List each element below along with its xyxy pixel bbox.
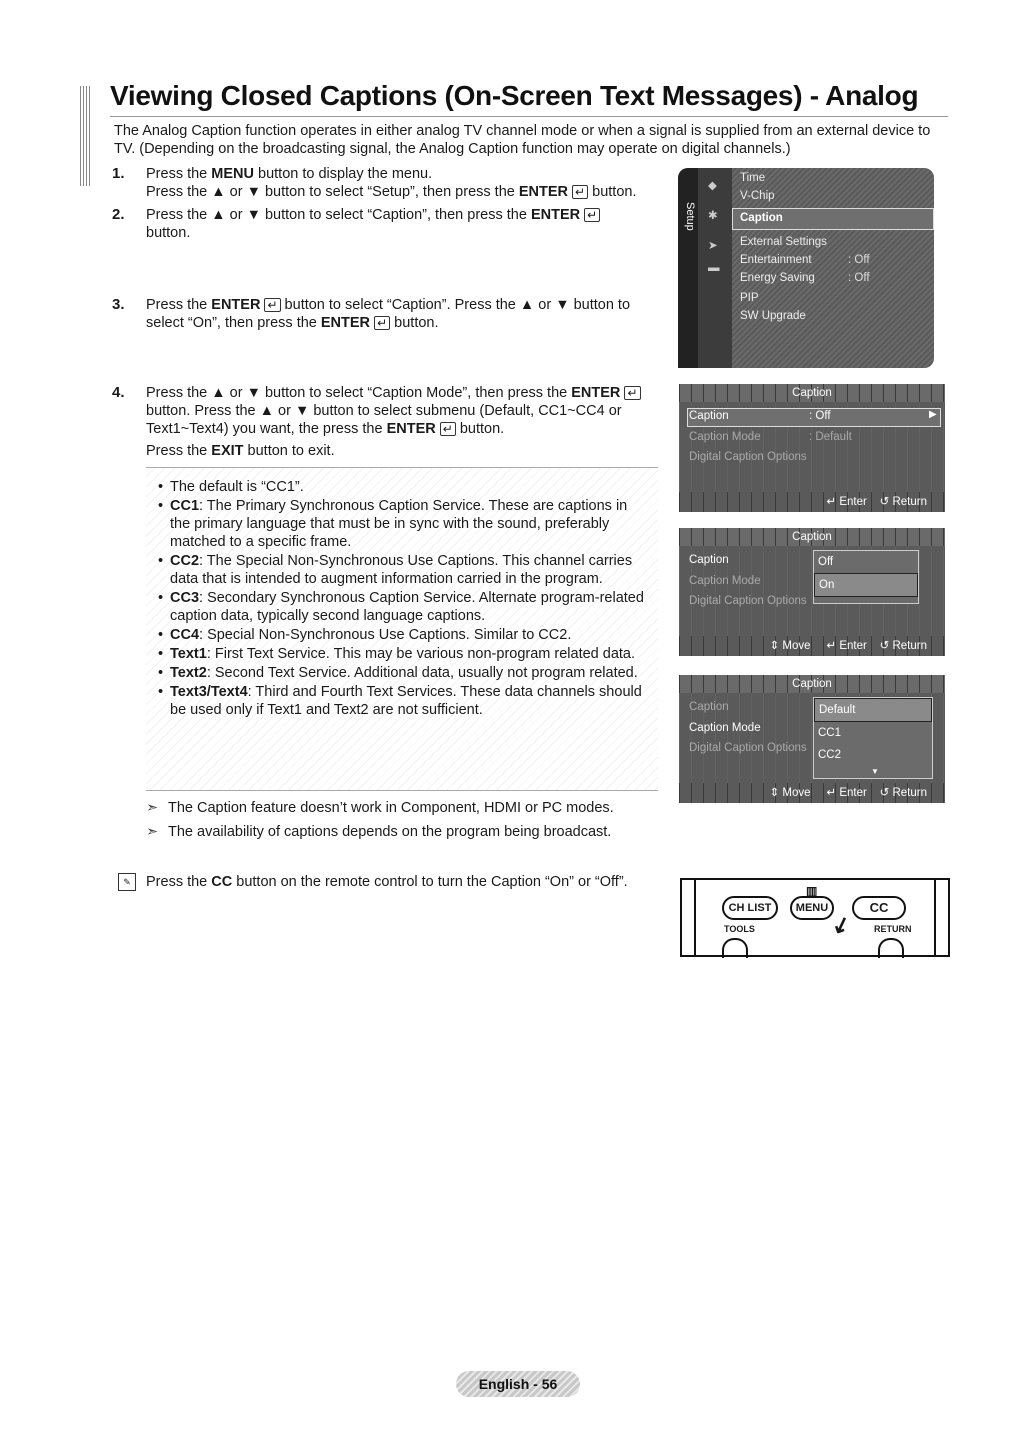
osd-row-caption-mode: Caption Mode <box>689 431 761 443</box>
osd-side-strip <box>678 168 698 368</box>
tip-item: ➣ The Caption feature doesn’t work in Component, HDMI or PC modes. <box>146 800 614 816</box>
return-button[interactable] <box>878 938 904 958</box>
osd-row-digital: Digital Caption Options <box>689 742 807 754</box>
note-item: • Text3/Text4: Third and Fourth Text Services. These data channels should be used only if Text1 and Text2 are not sufficient. <box>150 683 644 719</box>
cc-button[interactable]: CC <box>852 896 906 920</box>
osd-caption-panel-3 <box>679 675 945 803</box>
tip-item: ➣ The availability of captions depends on the program being broadcast. <box>146 824 612 840</box>
tools-label: TOOLS <box>724 924 755 934</box>
dropdown-caption <box>813 550 919 604</box>
intro-text: The Analog Caption function operates in either analog TV channel mode or when a signal is supplied from an external device to TV. (Depending on the broadcasting signal, the Analog Caption function may operate on digital channels.) <box>114 123 931 157</box>
pointer-arrow-icon: ↙ <box>828 909 854 940</box>
osd-menu-item[interactable]: Caption <box>740 212 783 224</box>
page-number: English - 56 <box>456 1371 580 1397</box>
remote-top-icon: ▥ <box>806 884 818 898</box>
osd-caption-value: : Off <box>809 410 831 422</box>
title-rule <box>110 116 948 117</box>
scroll-down-icon: ▼ <box>871 767 879 776</box>
picture-icon: ◆ <box>708 180 717 192</box>
osd-energy-value: : Off <box>848 272 870 284</box>
memo-icon: ✎ <box>118 873 136 891</box>
ch-list-button[interactable]: CH LIST <box>722 896 778 920</box>
osd-header: Caption <box>679 528 945 546</box>
osd-row-caption: Caption <box>689 410 729 422</box>
tip-list <box>146 799 666 841</box>
dropdown-option-selected[interactable]: Default <box>814 698 932 722</box>
dropdown-option[interactable]: Off <box>818 556 834 568</box>
notes-box <box>146 467 658 791</box>
note-item: • Text1: First Text Service. This may be various non-program related data. <box>150 645 644 663</box>
channel-icon: ➤ <box>708 240 718 252</box>
enter-icon: ↵ <box>264 298 280 312</box>
osd-mode-value: : Default <box>809 431 852 443</box>
osd-menu-item[interactable]: External Settings <box>740 236 827 248</box>
osd-menu-item[interactable]: PIP <box>740 292 759 304</box>
osd-header: Caption <box>679 384 945 402</box>
enter-icon: ↵ <box>584 208 600 222</box>
step-2-number: 2. <box>112 206 125 223</box>
osd-side-label: Setup <box>684 202 696 231</box>
note-item: • CC1: The Primary Synchronous Caption Service. These are captions in the primary language that must be in sync with the sound, preferably matched to a specific frame. <box>150 497 644 551</box>
osd-footer: ↵ Enter ↺ Return <box>679 492 945 512</box>
osd-setup-menu <box>678 168 934 368</box>
remote-illustration <box>680 878 950 957</box>
osd-menu-item[interactable]: Time <box>740 172 766 184</box>
input-icon: ▬ <box>708 262 720 274</box>
osd-icon-column <box>698 168 732 368</box>
step-3-number: 3. <box>112 296 125 313</box>
dropdown-option[interactable]: CC1 <box>818 727 842 739</box>
osd-row-caption-mode: Caption Mode <box>689 722 761 734</box>
osd-menu-item[interactable]: Energy Saving <box>740 272 815 284</box>
osd-footer: ⇕ Move ↵ Enter ↺ Return <box>679 636 945 656</box>
osd-row-digital: Digital Caption Options <box>689 595 807 607</box>
enter-icon: ↵ <box>572 185 588 199</box>
step-4-text: Press the ▲ or ▼ button to select “Caption Mode”, then press the ENTER ↵ button. Press the ▲ or ▼ button to select submenu (Default, CC1~CC4 or Text1~Text4) you want, the press the ENTER ↵ button. Press the EXIT button to exit. <box>146 384 666 460</box>
step-3-text: Press the ENTER ↵ button to select “Caption”. Press the ▲ or ▼ button to select “On”, then press the ENTER ↵ button. <box>146 297 631 331</box>
step-1-text: Press the MENU button to display the menu. Press the ▲ or ▼ button to select “Setup”, then press the ENTER ↵ button. <box>146 166 637 200</box>
osd-header: Caption <box>679 675 945 693</box>
dropdown-caption-mode <box>813 697 933 779</box>
osd-row-caption: Caption <box>689 554 729 566</box>
step-4-number: 4. <box>112 384 125 401</box>
osd-caption-panel-1 <box>679 384 945 512</box>
page-title: Viewing Closed Captions (On-Screen Text Messages) - Analog <box>110 80 919 111</box>
note-item: • Text2: Second Text Service. Additional data, usually not program related. <box>150 664 644 682</box>
title-accent-bar <box>80 86 92 186</box>
osd-row-caption-mode: Caption Mode <box>689 575 761 587</box>
osd-caption-panel-2 <box>679 528 945 656</box>
dropdown-option-selected[interactable]: On <box>814 573 918 597</box>
note-arrow-icon: ➣ <box>146 800 159 816</box>
arrow-right-icon: ▶ <box>929 409 937 420</box>
osd-entertainment-value: : Off <box>848 254 870 266</box>
step-1-number: 1. <box>112 165 125 182</box>
cc-note: Press the CC button on the remote control to turn the Caption “On” or “Off”. <box>146 874 628 890</box>
osd-row-caption: Caption <box>689 701 729 713</box>
note-item: • CC4: Special Non-Synchronous Use Captions. Similar to CC2. <box>150 626 644 644</box>
step-2-text: Press the ▲ or ▼ button to select “Caption”, then press the ENTER ↵ button. <box>146 206 636 242</box>
note-item: • CC3: Secondary Synchronous Caption Service. Alternate program-related caption data, typically second language captions. <box>150 589 644 625</box>
sound-icon: ✱ <box>708 210 718 222</box>
enter-icon: ↵ <box>374 316 390 330</box>
menu-button[interactable]: MENU <box>790 896 834 920</box>
return-label: RETURN <box>874 924 912 934</box>
note-item: • The default is “CC1”. <box>150 478 644 496</box>
dropdown-option[interactable]: CC2 <box>818 749 842 761</box>
enter-icon: ↵ <box>624 386 640 400</box>
osd-row-digital: Digital Caption Options <box>689 451 807 463</box>
osd-footer: ⇕ Move ↵ Enter ↺ Return <box>679 783 945 803</box>
enter-icon: ↵ <box>440 422 456 436</box>
tools-button[interactable] <box>722 938 748 958</box>
note-item: • CC2: The Special Non-Synchronous Use Captions. This channel carries data that is intended to augment information carried in the program. <box>150 552 644 588</box>
note-arrow-icon: ➣ <box>146 824 159 840</box>
notes-list <box>146 468 658 719</box>
osd-menu-item[interactable]: SW Upgrade <box>740 310 806 322</box>
osd-menu-item[interactable]: V-Chip <box>740 190 775 202</box>
osd-menu-item[interactable]: Entertainment <box>740 254 812 266</box>
